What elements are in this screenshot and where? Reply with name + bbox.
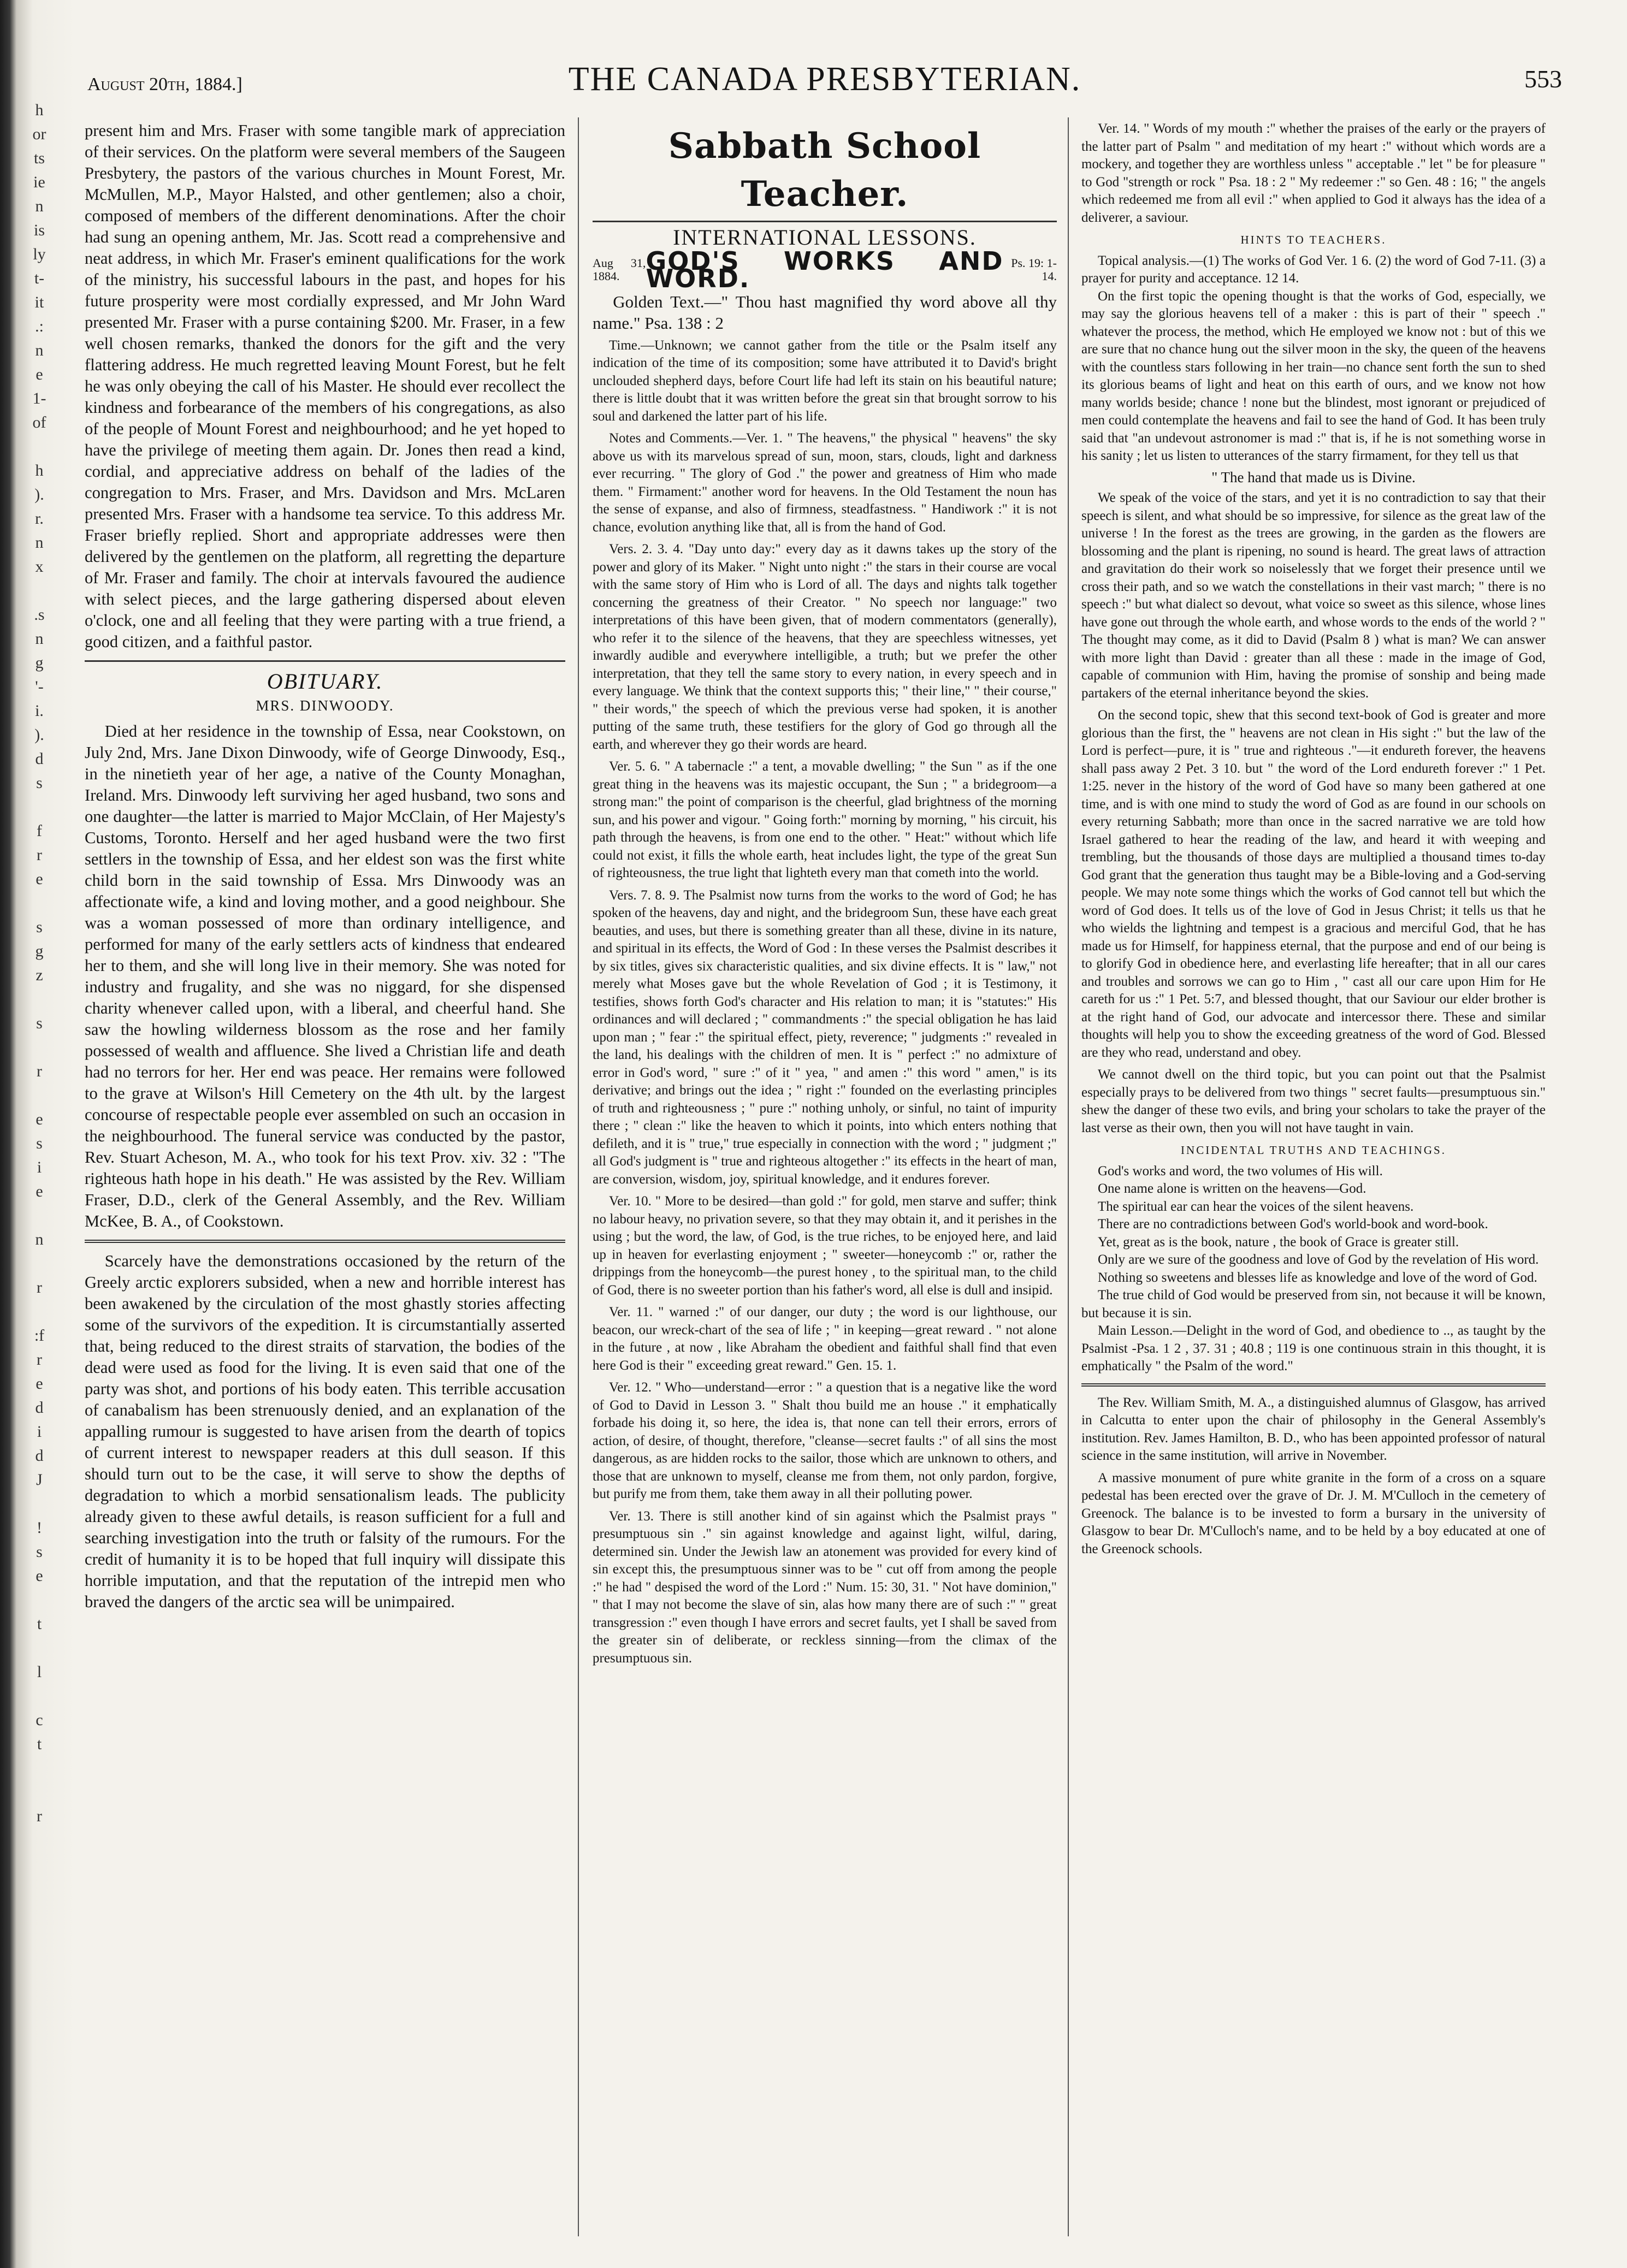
teaching-item: The true child of God would be preserved from sin, not because it will be known, but because it is sin. <box>1081 1288 1546 1320</box>
page-number: 553 <box>1524 65 1562 93</box>
voice-of-stars: We speak of the voice of the stars, and yet it is no contradiction to say that their speech is silent, and what should be so impressive, for silence as the great law of the universe ! In the forest as the trees are growing, in the garden as the flowers are blossoming and the plant is ripening, no sound is heard. The great laws of attraction and gravitation do their work so noiselessly that we forget their presence until we cross their path, and so we watch the constellations in their vast march; " there is no speech :" but what dialect so devout, what voice so sweet as this silence, whose lines have gone out through the whole earth, and whose words to the ends of the world ? " The thought may come, as it did to David (Psalm 8 ) what is man? We can answer with more light than David : greater than all these : made in the image of God, capable of communion with Him, having the promise of sonship and being made partakers of the eternal inheritance beyond the skies. <box>1081 490 1546 701</box>
first-topic: On the first topic the opening thought is that the works of God, especially, we may say the glorious heavens tell of a maker : this is part of their " speech ." whatever the process, the method, which He employed we know not : but of this we are sure that no chance hung out the silver moon in the sky, the queen of the heavens with the countless stars following in her train—no chance sent forth the sun to shed its glorious beams of light and heat on this earth of ours, and we know not how many worlds beside; chance ! none but the blindest, most ignorant or prejudiced of men could contemplate the heavens and fail to see the hand of God. It has been truly said that "an undevout astronomer is mad :" that is, if he is not something worse in his sanity ; let us listen to utterances of the starry firmament, for they tell us that <box>1081 288 1546 463</box>
golden-text: Golden Text.—" Thou hast magnified thy word above all thy name." Psa. 138 : 2 <box>593 292 1057 333</box>
teaching-item: Yet, great as is the book, nature , the book of Grace is greater still. <box>1098 1234 1459 1250</box>
notes-verse-13: Ver. 13. There is still another kind of sin against which the Psalmist prays " presumptuous sin ." sin against knowledge and against light, wilful, daring, determined sin. Under the Jewish law an atonement was provided for every kind of sin except this, the presumptuous sinner was to be " cut off from among the people :" he had " despised the word of the Lord :" Num. 15: 30, 31. " Not have dominion," " that I may not become the slave of sin, alas how many there are of such :" " great transgression :" even though I have errors and secret faults, yet I shall be saved from the greater sin of deliberate, or reckless sinning—from the climax of the presumptuous sin. <box>593 1508 1057 1666</box>
hints-heading: HINTS TO TEACHERS. <box>1240 233 1387 246</box>
column-divider-1 <box>578 117 579 2236</box>
notes-verse-14: Ver. 14. " Words of my mouth :" whether the praises of the early or the prayers of the latter part of Psalm " and meditation of my heart :" without which words are a mockery, and together they are worthless unless " acceptable ." let " be for pleasure " to God "strength or rock " Psa. 18 : 2 " My redeemer :" so Gen. 48 : 16; " the angels which redeemed me from all evil :" when applied to God it always has the idea of a deliverer, a saviour. <box>1081 121 1546 225</box>
notes-verse-10: Ver. 10. " More to be desired—than gold :" for gold, men starve and suffer; think no labour heavy, no privation severe, so that they may obtain it, and it perishes in the using ; but the word, the law, of God, is the true riches, to be enjoyed here, and laid up in heaven for everlasting enjoyment ; " sweeter—honeycomb :" or, rather the drippings from the honeycomb—the purest honey , to the spiritual man, to the child of God, there is no sweeter portion than his father's word, all else is dull and insipid. <box>593 1194 1057 1298</box>
notes-verses-2-4: Vers. 2. 3. 4. "Day unto day:" every day as it dawns takes up the story of the power and glory of its Maker. " Night unto night :" the stars in their course are vocal with the same story of Him who is Lord of all. The days and nights talk together concerning the greatness of their Creator. " No speech nor language:" two interpretations of this have been given, that of modern commentators (generally), who refer it to the silence of the heavens, that they are speechless witnesses, yet inwardly audible and everywhere intelligible, a truth; but we prefer the other interpretation, that they tell the same story to every nation, in every speech and in every language. We think that the context supports this; " their line," " their course," " their words," the speech of which the previous verse had spoken, it is another putting of the same truth, these testifiers for the glory of God go through all the earth, and wherever they go their words are heard. <box>593 542 1057 752</box>
column-3 <box>1081 120 1546 1558</box>
page-header <box>87 60 1562 104</box>
third-topic: We cannot dwell on the third topic, but you can point out that the Psalmist especially prays to be delivered from two things " secret faults—presumptuous sin." shew the danger of these two evils, and bring your scholars to take the prayer of the last verse as their own, then you will not have taught in vain. <box>1081 1067 1546 1135</box>
lesson-scripture-ref: Ps. 19: 1-14. <box>1011 256 1057 283</box>
lesson-title: GOD'S WORKS AND WORD. <box>646 246 1004 293</box>
article-divider <box>85 1240 565 1243</box>
obituary-subject: MRS. DINWOODY. <box>256 697 394 714</box>
notes-verses-5-6: Ver. 5. 6. " A tabernacle :" a tent, a movable dwelling; " the Sun " as if the one great thing in the heavens was its majestic occupant, the Sun ; " a bridegroom—a strong man:" the point of comparison is the cheerful, glad brightness of the morning sun, and his power and vigour. " Going forth:" morning by morning, " his circuit, his path through the heavens, is from one end to the other. " Heat:" without which life could not exist, it fills the whole earth, heat includes light, the type of the great Sun of righteousness, the true light that lighteth every man that cometh into the world. <box>593 759 1057 880</box>
column-divider-2 <box>1068 117 1069 2236</box>
adjacent-page-fragments: h or ts ie n is ly t- it .: n e 1- of h ). r. n x .s n g '- i. ). d s f r e s g z s r e s i e n r :f r e d i d J ! s e t l c t r <box>32 101 46 1825</box>
teaching-item: There are no contradictions between God's world-book and word-book. <box>1098 1217 1488 1231</box>
notes-verse-1: Notes and Comments.—Ver. 1. " The heavens," the physical " heavens" the sky above us with its marvelous spread of sun, moon, stars, clouds, light and darkness ever recurring. " The glory of God ." the power and greatness of Him who made them. " Firmament:" another word for heavens. In the Old Testament the noun has the sense of expanse, and also of firmness, steadfastness. " Handiwork :" it is not chance, evolution anything like that, all is from the hand of God. <box>593 431 1057 535</box>
teaching-item: Only are we sure of the goodness and love of God by the revelation of His word. <box>1098 1252 1539 1267</box>
obituary-text: Died at her residence in the township of Essa, near Cookstown, on July 2nd, Mrs. Jane Dixon Dinwoody, wife of George Dinwoody, Esq., in the ninetieth year of her age, a native of the County Monaghan, Ireland. Mrs. Dinwoody left surviving her aged husband, two sons and one daughter—the latter is married to Major McClain, of Her Majesty's Customs, Toronto. Herself and her aged husband were the two first settlers in the township of Essa, and her eldest son was the first white child born in the said township of Essa. Mrs Dinwoody was an affectionate wife, a kind and loving mother, and a good neighbour. She was a woman possessed of more than ordinary intelligence, and performed for many of the early settlers acts of kindness that endeared her to them, and she will long live in their memory. She was noted for industry and frugality, and she was no niggard, for she dispensed charity whenever called upon, with a liberal, and cheerful hand. She saw the howling wilderness blossom as the rose and her family possessed of wealth and affluence. She lived a Christian life and death had no terrors for her. Her end was peace. Her remains were followed to the grave at Wilson's Hill Cemetery on the 4th ult. by the largest concourse of respectable people ever assembled on such an occasion in the neighbourhood. The funeral service was conducted by the pastor, Rev. Stuart Acheson, M. A., who took for his text Prov. xiv. 32 : "The righteous hath hope in his death." He was assisted by the Rev. William Fraser, D.D., clerk of the General Assembly, and the Rev. William McKee, B. A., of Cookstown. <box>85 722 565 1230</box>
newspaper-title: THE CANADA PRESBYTERIAN. <box>568 61 1081 98</box>
teaching-item: Nothing so sweetens and blesses life as knowledge and love of the word of God. <box>1098 1270 1537 1285</box>
second-topic: On the second topic, shew that this second text-book of God is greater and more glorious than the first, the " heavens are not clean in His sight :" but the law of the Lord is perfect—pure, it is " true and righteous ."—it endureth forever, the heavens shall pass away 2 Pet. 3 10. but " the word of the Lord endureth forever :" 1 Pet. 1:25. never in the history of the word of God have so many been gathered at one time, and is with one mind to study the word of God as are found in our schools on every returning Sabbath; more than once in the sacred narrative we are told how Israel gathered to hear the reading of the law, and heard it with weeping and trembling, but the thousands of those days are multiplied a thousand times to-day God grant that the generation thus taught may be a Bible-loving and a God-serving people. We may note some things which the works of God cannot tell but which the word of God does. It tells us of the love of God in Jesus Christ; it tells us that he who wields the lightning and tempest is a gracious and merciful God, that he has made us for Himself, for happiness eternal, that the purpose and end of our being is to glorify God in obedience here, and everlasting life hereafter; that in all our cares and troubles and sorrows we can go to Him , " cast all our care upon Him for He careth for us :" 1 Pet. 5:7, and blessed thought, that our Saviour our elder brother is at the right hand of God, our advocate and intercessor there. These and similar thoughts will help you to show the exceeding greatness of the word of God. Blessed are they who read, understand and obey. <box>1081 708 1546 1060</box>
teaching-item: One name alone is written on the heavens—God. <box>1098 1181 1366 1196</box>
lesson-date: Aug 31, 1884. <box>593 256 646 283</box>
monument-news: A massive monument of pure white granite in the form of a cross on a square pedestal has been erected over the grave of Dr. J. M. M'Culloch in the cemetery of Greenock. The balance is to be invested to form a bursary in the university of Glasgow to bear Dr. M'Culloch's name, and to be held by a boy educated at one of the Greenock schools. <box>1081 1470 1546 1556</box>
column-1 <box>85 120 565 1613</box>
rev-smith-news: The Rev. William Smith, M. A., a distinguished alumnus of Glasgow, has arrived in Calcutta to enter upon the chair of philosophy in the General Assembly's institution. Rev. James Hamilton, B. D., who has been appointed professor of natural science in the same institution, will arrive in November. <box>1081 1395 1546 1463</box>
teaching-item: God's works and word, the two volumes of His will. <box>1098 1163 1383 1179</box>
sabbath-school-masthead: Sabbath School Teacher. <box>593 122 1057 222</box>
lesson-time: Time.—Unknown; we cannot gather from the title or the Psalm itself any indication of the time of its composition; some have attributed it to David's bright unclouded shepherd days, before Court life had left its stain on his beautiful nature; there is little doubt that it was written before the great sin that brought sorrow to his soul and darkened the latter part of his life. <box>593 337 1057 424</box>
article-divider <box>1081 1383 1546 1387</box>
greely-expedition-article: Scarcely have the demonstrations occasioned by the return of the Greely arctic explorers subsided, when a new and horrible interest has been awakened by the circulation of the most ghastly stories affecting some of the survivors of the expedition. It is circumstantially asserted that, being reduced to the direst straits of starvation, the bodies of the dead were used as food for the living. It is even said that one of the party was shot, and portions of his body eaten. This terrible accusation of canabalism has been strenuously denied, and an explanation of the appalling rumour is suggested to have arisen from the dearth of topics of current interest to newspaper readers at this dull season. If this should turn out to be the case, it will serve to show the depths of degradation to which a morbid sensationalism leads. The publicity already given to these awful details, is reason sufficient for a full and searching investigation into the truth or falsity of the rumours. For the credit of humanity it is to be hoped that full inquiry will dissipate this horrible imputation, and that the reputation of the intrepid men who braved the dangers of the arctic sea will be unimpaired. <box>85 1252 565 1611</box>
section-heading: INTERNATIONAL LESSONS. <box>673 225 977 250</box>
article-divider <box>85 660 565 662</box>
column-2 <box>593 120 1057 1667</box>
notes-verse-11: Ver. 11. " warned :" of our danger, our duty ; the word is our lighthouse, our beacon, our wreck-chart of the sea of life ; " in keeping—great reward . " not alone in the future , at now , like Abraham the obedient and faithful shall find that even here God is their " exceeding great reward." Gen. 15. 1. <box>593 1305 1057 1373</box>
main-lesson: Main Lesson.—Delight in the word of God, and obedience to .., as taught by the Psalmist -Psa. 1 2 , 37. 31 ; 40.8 ; 119 is one continuous strain in this thought, it is emphatically " the Psalm of the word." <box>1081 1323 1546 1373</box>
issue-date: August 20th, 1884.] <box>87 74 242 94</box>
notes-verse-12: Ver. 12. " Who—understand—error : " a question that is a negative like the word of God to David in Lesson 3. " Shalt thou build me an house ." it emphatically forbade his doing it, so here, the idea is, that none can tell their errors, errors of action, of desire, of thought, therefore, "cleanse—secret faults :" of all sins the most dangerous, as are hidden rocks to the sailor, those which are unknown to others, and those that are unknown to myself, cleanse me from them, not only pardon, forgive, but purify me from them, take them away in all their polluting power. <box>593 1380 1057 1501</box>
farewell-article-continued: present him and Mrs. Fraser with some tangible mark of appreciation of their services. On the platform were several members of the Saugeen Presbytery, the pastors of the various churches in Mount Forest, Mr. McMullen, M.P., Mayor Halsted, and other gentlemen; also a choir, composed of members of the different denominations. After the choir had sung an opening anthem, Mr. Jas. Scott read a comprehensive and neat address, in which Mr. Fraser's eminent qualifications for the work of the ministry, his successful labours in the past, and hopes for his future prosperity were most cordially expressed, and Mr John Ward presented Mr. Fraser with a purse containing $200. Mr. Fraser, in a few well chosen remarks, thanked the donors for the gift and the very flattering address. He much regretted leaving Mount Forest, but he felt he was only obeying the call of his Master. He should ever recollect the kindness and forbearance of the members of his congregations, as also of the people of Mount Forest and neighbourhood; and he yet hoped to have the privilege of meeting them again. Dr. Jones then read a kind, cordial, and appreciative address on behalf of the ladies of the congregation to Mrs. Fraser, and Mrs. Davidson and Mrs. McLaren presented Mrs. Fraser with a handsome tea service. To this address Mr. Fraser briefly replied. Short and appropriate addresses were then delivered by the gentlemen on the platform, all regretting the departure of Mr. Fraser and family. The choir at intervals favoured the audience with select pieces, and the large gathering dispersed about eleven o'clock, one and all feeling that they were parting with a true friend, a good citizen, and a faithful pastor. <box>85 121 565 651</box>
topical-analysis: Topical analysis.—(1) The works of God Ver. 1 6. (2) the word of God 7-11. (3) a prayer for purity and acceptance. 12 14. <box>1081 253 1546 286</box>
incidental-heading: INCIDENTAL TRUTHS AND TEACHINGS. <box>1181 1144 1446 1157</box>
teaching-item: The spiritual ear can hear the voices of the silent heavens. <box>1098 1199 1414 1214</box>
notes-verses-7-9: Vers. 7. 8. 9. The Psalmist now turns from the works to the word of God; he has spoken of the heavens, day and night, and the bridegroom Sun, these have each great beauties, and uses, but there is something greater than all these, divine in its nature, and spiritual in its effects, the Word of God : In these verses the Psalmist describes it by six titles, gives six characteristic qualities, and six divine effects. It is " law," not merely what Moses gave but the whole Revelation of God ; it is Testimony, it testifies, shows forth God's character and His relation to man; it is "statutes:" His ordinances and will declared ; " commandments :" the special obligation he has laid upon man ; " fear :" the spiritual effect, piety, reverence; " judgments :" revealed in the land, his dealings with the children of men. It is " perfect :" no admixture of error in God's word, " sure :" of it " yea, " and amen :" this word " amen," is its derivative; and brings out the idea ; " right :" founded on the everlasting principles of truth and righteousness ; " pure :" nothing unholy, or sinful, no taint of impurity there ; " clean :" like the heaven to which it points, into which enters nothing that defileth, and it is " true," true especially in connection with the word ; " judgment ;" all God's judgment is " true and righteous altogether :" its effects in the heart of man, are conversion, wisdom, joy, spiritual knowledge, and it endures forever. <box>593 887 1057 1187</box>
quoted-line: " The hand that made us is Divine. <box>1211 469 1416 485</box>
lesson-title-row <box>593 246 1057 293</box>
obituary-heading: OBITUARY. <box>267 669 383 694</box>
